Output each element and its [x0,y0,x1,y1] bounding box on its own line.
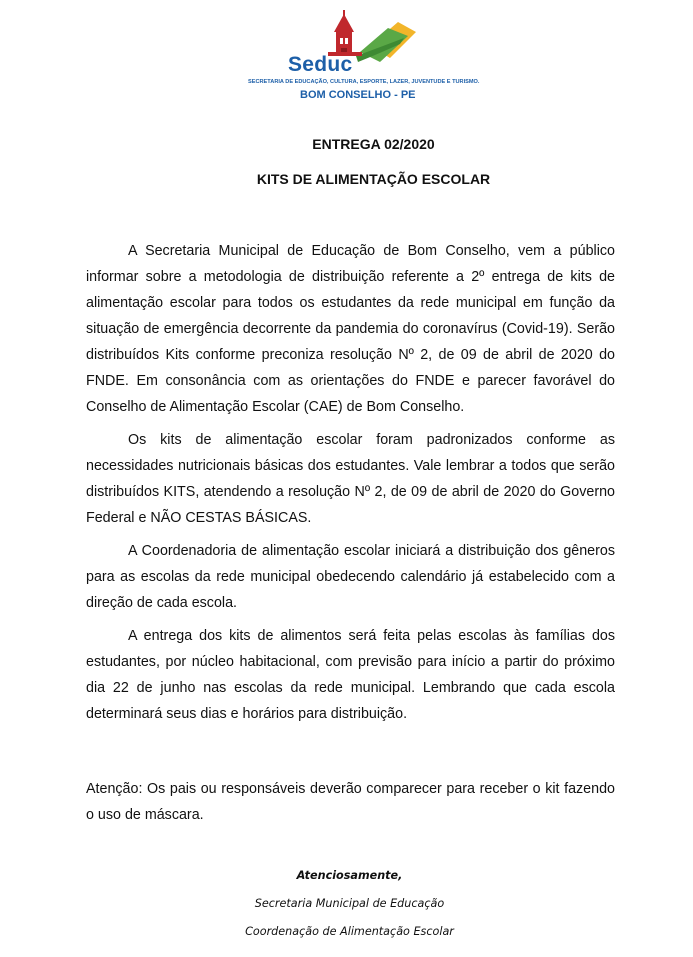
paragraph: Os kits de alimentação escolar foram padronizados conforme as necessidades nutricionais básicas dos estudantes. Vale lembrar a todos que serão distribuídos KITS, atendendo a resolução Nº 2, de 09 de abril de 2020 do Governo Federal e NÃO CESTAS BÁSICAS. [86,432,615,526]
logo-wordmark: Seduc [288,53,353,76]
document-subtitle: KITS DE ALIMENTAÇÃO ESCOLAR [256,171,491,187]
attention-notice: Atenção: Os pais ou responsáveis deverão comparecer para receber o kit fazendo o uso de máscara. [86,781,615,823]
logo-subtitle: SECRETARIA DE EDUCAÇÃO, CULTURA, ESPORTE, LAZER, JUVENTUDE E TURISMO. [248,79,480,85]
document-body [86,238,615,734]
paragraph: A Coordenadoria de alimentação escolar iniciará a distribuição dos gêneros para as escolas da rede municipal obedecendo calendário já estabelecido com a direção de cada escola. [86,543,615,611]
paragraph: A entrega dos kits de alimentos será feita pelas escolas às famílias dos estudantes, por núcleo habitacional, com previsão para início a partir do próximo dia 22 de junho nas escolas da rede municipal. Lembrando que cada escola determinará seus dias e horários para distribuição. [86,628,615,722]
signature-line-1: Secretaria Municipal de Educação [254,897,445,910]
logo-city: BOM CONSELHO - PE [300,89,416,101]
seduc-logo [248,8,480,101]
book-and-church-icon [248,8,468,78]
document-title: ENTREGA 02/2020 [312,136,435,152]
signature-line-2: Coordenação de Alimentação Escolar [245,925,454,938]
paragraph: A Secretaria Municipal de Educação de Bom Conselho, vem a público informar sobre a metodologia de distribuição referente a 2º entrega de kits de alimentação escolar para todos os estudantes da rede municipal em função da situação de emergência decorrente da pandemia do coronavírus (Covid-19). Serão distribuídos Kits conforme preconiza resolução Nº 2, de 09 de abril de 2020 do FNDE. Em consonância com as orientações do FNDE e parecer favorável do Conselho de Alimentação Escolar (CAE) de Bom Conselho. [86,243,615,415]
signature-closing: Atenciosamente, [296,869,403,882]
